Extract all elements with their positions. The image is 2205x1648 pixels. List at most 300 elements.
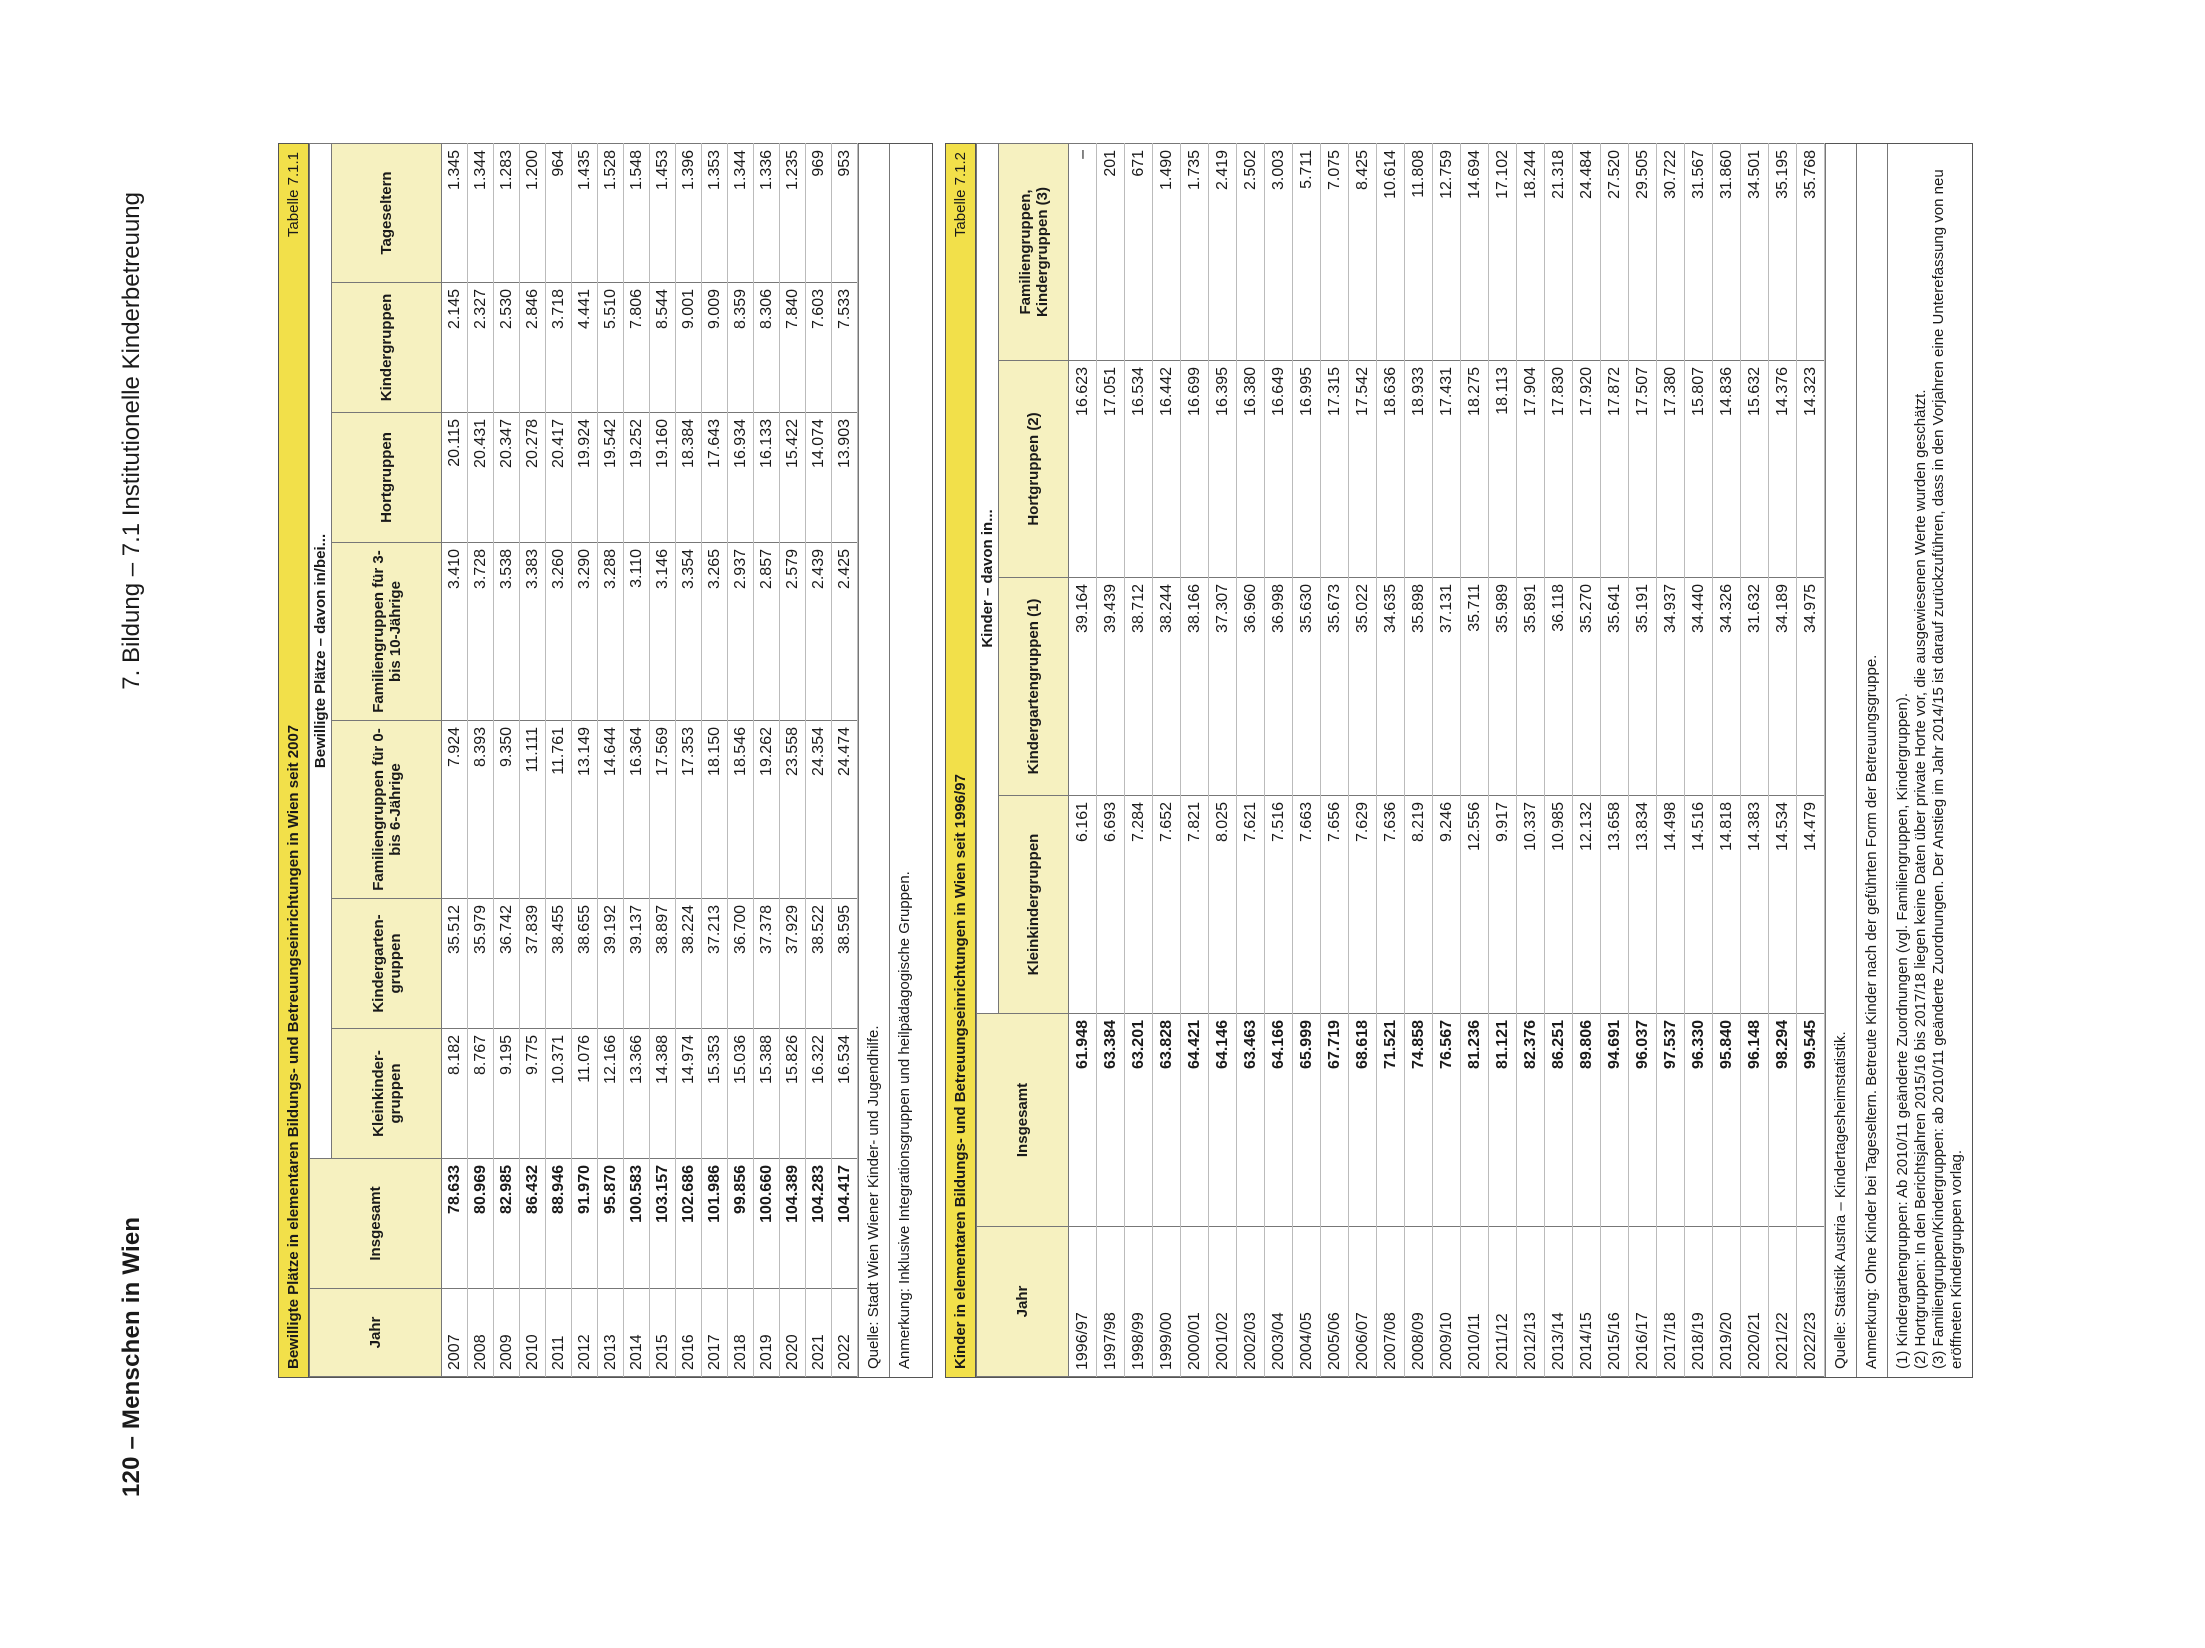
table-cell: 2.327 bbox=[468, 283, 494, 413]
table-cell: 13.658 bbox=[1601, 796, 1629, 1014]
table-row bbox=[806, 143, 832, 1376]
row-year-cell: 2003/04 bbox=[1265, 1227, 1293, 1377]
table-cell: 39.137 bbox=[624, 899, 650, 1029]
table-cell: 2.937 bbox=[728, 543, 754, 721]
table-cell: 7.840 bbox=[780, 283, 806, 413]
table-cell: 14.644 bbox=[598, 721, 624, 899]
table-note: Anmerkung: Ohne Kinder bei Tageseltern. Betreute Kinder nach der geführten Form der Betreuungsgruppe. bbox=[1856, 144, 1887, 1377]
table-cell: 14.388 bbox=[650, 1029, 676, 1159]
table-cell: 201 bbox=[1097, 143, 1125, 360]
row-year-cell: 2011/12 bbox=[1489, 1227, 1517, 1377]
row-year-cell: 2016/17 bbox=[1629, 1227, 1657, 1377]
column-header: Tageseltern bbox=[332, 143, 442, 282]
table-cell: 7.516 bbox=[1265, 796, 1293, 1014]
table-cell: 953 bbox=[832, 143, 858, 282]
table-cell: 17.904 bbox=[1517, 361, 1545, 578]
table-row bbox=[1265, 143, 1293, 1376]
table-cell: 2.419 bbox=[1209, 143, 1237, 360]
table-cell: 37.378 bbox=[754, 899, 780, 1029]
table-cell: 35.191 bbox=[1629, 578, 1657, 796]
row-year-cell: 2022 bbox=[832, 1289, 858, 1377]
table-cell: 68.618 bbox=[1349, 1014, 1377, 1227]
table-cell: 24.474 bbox=[832, 721, 858, 899]
table-cell: 15.036 bbox=[728, 1029, 754, 1159]
table-cell: 3.410 bbox=[442, 543, 468, 721]
table-cell: 35.768 bbox=[1797, 143, 1825, 360]
table-cell: 65.999 bbox=[1293, 1014, 1321, 1227]
table-row bbox=[1629, 143, 1657, 1376]
table-cell: 64.146 bbox=[1209, 1014, 1237, 1227]
row-year-cell: 2019/20 bbox=[1713, 1227, 1741, 1377]
table-cell: 6.161 bbox=[1069, 796, 1097, 1014]
table-cell: 86.251 bbox=[1545, 1014, 1573, 1227]
table-cell: 63.828 bbox=[1153, 1014, 1181, 1227]
table-cell: 14.498 bbox=[1657, 796, 1685, 1014]
table-cell: 17.643 bbox=[702, 413, 728, 543]
table-row bbox=[1209, 143, 1237, 1376]
table-cell: 63.201 bbox=[1125, 1014, 1153, 1227]
table-cell: 34.937 bbox=[1657, 578, 1685, 796]
table-cell: 63.384 bbox=[1097, 1014, 1125, 1227]
column-header-insgesamt: Insgesamt bbox=[310, 1159, 442, 1289]
table-cell: 34.501 bbox=[1741, 143, 1769, 360]
table-row bbox=[572, 143, 598, 1376]
column-header: Kindergruppen bbox=[332, 283, 442, 413]
table-cell: 2.579 bbox=[780, 543, 806, 721]
table-cell: 17.315 bbox=[1321, 361, 1349, 578]
table-cell: 37.929 bbox=[780, 899, 806, 1029]
table-row bbox=[676, 143, 702, 1376]
table-row bbox=[1517, 143, 1545, 1376]
table-cell: 17.380 bbox=[1657, 361, 1685, 578]
column-group-header: Bewilligte Plätze – davon in/bei... bbox=[310, 143, 332, 1158]
row-year-cell: 2009/10 bbox=[1433, 1227, 1461, 1377]
table-cell: 13.366 bbox=[624, 1029, 650, 1159]
table-cell: 19.262 bbox=[754, 721, 780, 899]
table-cell: 34.189 bbox=[1769, 578, 1797, 796]
footnote: (1) Kindergartengruppen: Ab 2010/11 geänderte Zuordnungen (vgl. Familiengruppen, Kindergruppen). bbox=[1894, 692, 1911, 1369]
table-cell: 8.393 bbox=[468, 721, 494, 899]
table-cell: 14.516 bbox=[1685, 796, 1713, 1014]
table-cell: 16.934 bbox=[728, 413, 754, 543]
table-cell: 12.759 bbox=[1433, 143, 1461, 360]
table-cell: 15.632 bbox=[1741, 361, 1769, 578]
table-source: Quelle: Stadt Wien Wiener Kinder- und Jugendhilfe. bbox=[858, 144, 889, 1377]
column-header: Kindergartengruppen (1) bbox=[999, 578, 1069, 796]
table-cell: 38.522 bbox=[806, 899, 832, 1029]
table-cell: 14.818 bbox=[1713, 796, 1741, 1014]
table-row bbox=[624, 143, 650, 1376]
table-cell: 1.490 bbox=[1153, 143, 1181, 360]
table-cell: 14.694 bbox=[1461, 143, 1489, 360]
table-cell: 4.441 bbox=[572, 283, 598, 413]
column-header-jahr: Jahr bbox=[310, 1289, 442, 1377]
table-cell: 18.933 bbox=[1405, 361, 1433, 578]
table-cell: 3.538 bbox=[494, 543, 520, 721]
table-cell: 9.775 bbox=[520, 1029, 546, 1159]
table-cell: 18.113 bbox=[1489, 361, 1517, 578]
table-cell: 78.633 bbox=[442, 1159, 468, 1289]
table-cell: 12.132 bbox=[1573, 796, 1601, 1014]
table-cell: 35.989 bbox=[1489, 578, 1517, 796]
table-cell: 19.252 bbox=[624, 413, 650, 543]
row-year-cell: 2017 bbox=[702, 1289, 728, 1377]
table-cell: 36.998 bbox=[1265, 578, 1293, 796]
table-cell: 1.200 bbox=[520, 143, 546, 282]
table-cell: 7.284 bbox=[1125, 796, 1153, 1014]
table-cell: 20.278 bbox=[520, 413, 546, 543]
table-cell: 15.388 bbox=[754, 1029, 780, 1159]
row-year-cell: 2005/06 bbox=[1321, 1227, 1349, 1377]
row-year-cell: 1997/98 bbox=[1097, 1227, 1125, 1377]
table-cell: 16.322 bbox=[806, 1029, 832, 1159]
table-title-bar bbox=[279, 144, 309, 1377]
table-cell: 19.542 bbox=[598, 413, 624, 543]
table-cell: 101.986 bbox=[702, 1159, 728, 1289]
table-cell: 38.655 bbox=[572, 899, 598, 1029]
row-year-cell: 2010 bbox=[520, 1289, 546, 1377]
table-cell: 3.718 bbox=[546, 283, 572, 413]
table-cell: 96.148 bbox=[1741, 1014, 1769, 1227]
table-cell: 20.115 bbox=[442, 413, 468, 543]
table-cell: 64.421 bbox=[1181, 1014, 1209, 1227]
table-cell: 97.537 bbox=[1657, 1014, 1685, 1227]
table-cell: 64.166 bbox=[1265, 1014, 1293, 1227]
table-cell: 7.621 bbox=[1237, 796, 1265, 1014]
table-cell: 1.548 bbox=[624, 143, 650, 282]
column-header-insgesamt: Insgesamt bbox=[977, 1014, 1069, 1227]
table-cell: 27.520 bbox=[1601, 143, 1629, 360]
table-cell: 81.121 bbox=[1489, 1014, 1517, 1227]
table-cell: 98.294 bbox=[1769, 1014, 1797, 1227]
table-cell: 67.719 bbox=[1321, 1014, 1349, 1227]
table-row bbox=[780, 143, 806, 1376]
row-year-cell: 2006/07 bbox=[1349, 1227, 1377, 1377]
table-cell: 36.960 bbox=[1237, 578, 1265, 796]
table-cell: 17.051 bbox=[1097, 361, 1125, 578]
table-cell: 20.417 bbox=[546, 413, 572, 543]
table-cell: 10.371 bbox=[546, 1029, 572, 1159]
data-table bbox=[309, 143, 858, 1377]
table-cell: 7.821 bbox=[1181, 796, 1209, 1014]
table-cell: 16.699 bbox=[1181, 361, 1209, 578]
column-header: Familiengruppen, Kindergruppen (3) bbox=[999, 143, 1069, 360]
table-cell: 16.380 bbox=[1237, 361, 1265, 578]
table-title-bar bbox=[946, 144, 976, 1377]
table-row bbox=[1657, 143, 1685, 1376]
table-cell: 81.236 bbox=[1461, 1014, 1489, 1227]
table-cell: 964 bbox=[546, 143, 572, 282]
table-cell: 7.533 bbox=[832, 283, 858, 413]
table-cell: 14.323 bbox=[1797, 361, 1825, 578]
row-year-cell: 2021 bbox=[806, 1289, 832, 1377]
table-row bbox=[1237, 143, 1265, 1376]
column-header: Hortgruppen bbox=[332, 413, 442, 543]
table-cell: 7.636 bbox=[1377, 796, 1405, 1014]
table-row bbox=[494, 143, 520, 1376]
table-cell: 38.897 bbox=[650, 899, 676, 1029]
table-cell: 17.507 bbox=[1629, 361, 1657, 578]
row-year-cell: 2011 bbox=[546, 1289, 572, 1377]
column-header: Kindergarten-gruppen bbox=[332, 899, 442, 1029]
table-row bbox=[468, 143, 494, 1376]
table-cell: 38.712 bbox=[1125, 578, 1153, 796]
table-cell: 14.974 bbox=[676, 1029, 702, 1159]
table-cell: 3.265 bbox=[702, 543, 728, 721]
table-cell: 80.969 bbox=[468, 1159, 494, 1289]
table-cell: 9.246 bbox=[1433, 796, 1461, 1014]
table-cell: 104.389 bbox=[780, 1159, 806, 1289]
table-row bbox=[1181, 143, 1209, 1376]
table-cell: 38.455 bbox=[546, 899, 572, 1029]
table-cell: 14.074 bbox=[806, 413, 832, 543]
table-cell: 36.742 bbox=[494, 899, 520, 1029]
table-cell: 14.479 bbox=[1797, 796, 1825, 1014]
table-cell: 35.022 bbox=[1349, 578, 1377, 796]
table-title: Bewilligte Plätze in elementaren Bildungs- und Betreuungseinrichtungen in Wien seit 2007 bbox=[285, 724, 302, 1369]
column-header: Kleinkindergruppen bbox=[999, 796, 1069, 1014]
table-cell: 1.345 bbox=[442, 143, 468, 282]
table-cell: 2.530 bbox=[494, 283, 520, 413]
table-cell: 1.735 bbox=[1181, 143, 1209, 360]
table-cell: 35.641 bbox=[1601, 578, 1629, 796]
table-cell: 5.510 bbox=[598, 283, 624, 413]
table-cell: 21.318 bbox=[1545, 143, 1573, 360]
column-header: Hortgruppen (2) bbox=[999, 361, 1069, 578]
table-cell: 8.182 bbox=[442, 1029, 468, 1159]
table-cell: 35.630 bbox=[1293, 578, 1321, 796]
row-year-cell: 2014/15 bbox=[1573, 1227, 1601, 1377]
row-year-cell: 2015/16 bbox=[1601, 1227, 1629, 1377]
table-cell: 96.037 bbox=[1629, 1014, 1657, 1227]
table-cell: 1.235 bbox=[780, 143, 806, 282]
table-cell: 15.353 bbox=[702, 1029, 728, 1159]
row-year-cell: 2014 bbox=[624, 1289, 650, 1377]
table-row bbox=[1125, 143, 1153, 1376]
table-cell: 10.337 bbox=[1517, 796, 1545, 1014]
table-cell: 100.583 bbox=[624, 1159, 650, 1289]
table-cell: 99.856 bbox=[728, 1159, 754, 1289]
table-cell: 14.383 bbox=[1741, 796, 1769, 1014]
table-cell: 1.336 bbox=[754, 143, 780, 282]
table-cell: 11.076 bbox=[572, 1029, 598, 1159]
table-cell: 16.364 bbox=[624, 721, 650, 899]
table-cell: 15.422 bbox=[780, 413, 806, 543]
table-cell: 102.686 bbox=[676, 1159, 702, 1289]
table-cell: 16.623 bbox=[1069, 361, 1097, 578]
table-body bbox=[1069, 143, 1825, 1376]
table-cell: 13.149 bbox=[572, 721, 598, 899]
table-cell: 95.840 bbox=[1713, 1014, 1741, 1227]
table-cell: 20.347 bbox=[494, 413, 520, 543]
table-footnotes bbox=[1887, 144, 1972, 1377]
table-row bbox=[1797, 143, 1825, 1376]
table-cell: 7.075 bbox=[1321, 143, 1349, 360]
table-row bbox=[1377, 143, 1405, 1376]
row-year-cell: 2009 bbox=[494, 1289, 520, 1377]
table-row bbox=[442, 143, 468, 1376]
table-cell: 35.270 bbox=[1573, 578, 1601, 796]
row-year-cell: 2001/02 bbox=[1209, 1227, 1237, 1377]
table-number: Tabelle 7.1.1 bbox=[285, 152, 302, 238]
table-cell: 1.283 bbox=[494, 143, 520, 282]
row-year-cell: 2017/18 bbox=[1657, 1227, 1685, 1377]
table-cell: 16.649 bbox=[1265, 361, 1293, 578]
row-year-cell: 2007/08 bbox=[1377, 1227, 1405, 1377]
table-cell: 15.826 bbox=[780, 1029, 806, 1159]
table-cell: 969 bbox=[806, 143, 832, 282]
row-year-cell: 2012 bbox=[572, 1289, 598, 1377]
table-cell: 3.110 bbox=[624, 543, 650, 721]
table-cell: 38.166 bbox=[1181, 578, 1209, 796]
table-row bbox=[832, 143, 858, 1376]
column-header-jahr: Jahr bbox=[977, 1227, 1069, 1377]
table-cell: 34.326 bbox=[1713, 578, 1741, 796]
table-cell: 3.728 bbox=[468, 543, 494, 721]
row-year-cell: 2020 bbox=[780, 1289, 806, 1377]
table-cell: 3.290 bbox=[572, 543, 598, 721]
table-body bbox=[442, 143, 858, 1376]
table-cell: 39.164 bbox=[1069, 578, 1097, 796]
table-cell: 16.534 bbox=[1125, 361, 1153, 578]
table-cell: 38.224 bbox=[676, 899, 702, 1029]
table-cell: 3.003 bbox=[1265, 143, 1293, 360]
table-cell: 23.558 bbox=[780, 721, 806, 899]
table-cell: 91.970 bbox=[572, 1159, 598, 1289]
table-cell: 1.435 bbox=[572, 143, 598, 282]
table-cell: 31.860 bbox=[1713, 143, 1741, 360]
table-cell: 17.830 bbox=[1545, 361, 1573, 578]
table-cell: 8.219 bbox=[1405, 796, 1433, 1014]
table-cell: 88.946 bbox=[546, 1159, 572, 1289]
data-table bbox=[976, 143, 1825, 1377]
table-cell: 12.556 bbox=[1461, 796, 1489, 1014]
row-year-cell: 2008 bbox=[468, 1289, 494, 1377]
table-cell: 17.102 bbox=[1489, 143, 1517, 360]
table-cell: 17.872 bbox=[1601, 361, 1629, 578]
column-header: Familiengruppen für 0- bis 6-Jährige bbox=[332, 721, 442, 899]
table-cell: 10.614 bbox=[1377, 143, 1405, 360]
table-cell: 17.431 bbox=[1433, 361, 1461, 578]
table-cell: 61.948 bbox=[1069, 1014, 1097, 1227]
row-year-cell: 2013/14 bbox=[1545, 1227, 1573, 1377]
table-row bbox=[1741, 143, 1769, 1376]
table-cell: 37.131 bbox=[1433, 578, 1461, 796]
table-cell: 104.417 bbox=[832, 1159, 858, 1289]
table-cell: 35.195 bbox=[1769, 143, 1797, 360]
table-cell: 7.806 bbox=[624, 283, 650, 413]
page-header-left: 120 – Menschen in Wien bbox=[118, 1216, 145, 1497]
table-cell: 38.595 bbox=[832, 899, 858, 1029]
table-row bbox=[1461, 143, 1489, 1376]
table-cell: 9.001 bbox=[676, 283, 702, 413]
table-cell: 24.354 bbox=[806, 721, 832, 899]
table-cell: 13.903 bbox=[832, 413, 858, 543]
row-year-cell: 2012/13 bbox=[1517, 1227, 1545, 1377]
table-cell: 86.432 bbox=[520, 1159, 546, 1289]
table-cell: 18.384 bbox=[676, 413, 702, 543]
table-row bbox=[1433, 143, 1461, 1376]
table-cell: 3.260 bbox=[546, 543, 572, 721]
table-cell: 99.545 bbox=[1797, 1014, 1825, 1227]
row-year-cell: 2015 bbox=[650, 1289, 676, 1377]
table-cell: 1.344 bbox=[728, 143, 754, 282]
table-row bbox=[546, 143, 572, 1376]
table-row bbox=[754, 143, 780, 1376]
row-year-cell: 2007 bbox=[442, 1289, 468, 1377]
table-row bbox=[1069, 143, 1097, 1376]
table-cell: 82.376 bbox=[1517, 1014, 1545, 1227]
row-year-cell: 1998/99 bbox=[1125, 1227, 1153, 1377]
table-cell: 20.431 bbox=[468, 413, 494, 543]
table-cell: 37.307 bbox=[1209, 578, 1237, 796]
row-year-cell: 2016 bbox=[676, 1289, 702, 1377]
table-cell: 11.111 bbox=[520, 721, 546, 899]
table-7-1-2 bbox=[945, 143, 1973, 1378]
table-row bbox=[598, 143, 624, 1376]
table-row bbox=[1293, 143, 1321, 1376]
row-year-cell: 2020/21 bbox=[1741, 1227, 1769, 1377]
table-cell: 16.133 bbox=[754, 413, 780, 543]
table-cell: 1.344 bbox=[468, 143, 494, 282]
table-cell: 12.166 bbox=[598, 1029, 624, 1159]
table-cell: 89.806 bbox=[1573, 1014, 1601, 1227]
table-cell: 17.542 bbox=[1349, 361, 1377, 578]
table-row bbox=[1489, 143, 1517, 1376]
table-cell: 35.891 bbox=[1517, 578, 1545, 796]
row-year-cell: 2013 bbox=[598, 1289, 624, 1377]
table-cell: 34.440 bbox=[1685, 578, 1713, 796]
table-row bbox=[1685, 143, 1713, 1376]
table-title: Kinder in elementaren Bildungs- und Betreuungseinrichtungen in Wien seit 1996/97 bbox=[952, 774, 969, 1369]
table-cell: 31.632 bbox=[1741, 578, 1769, 796]
table-7-1-1 bbox=[278, 143, 933, 1378]
table-cell: 103.157 bbox=[650, 1159, 676, 1289]
table-cell: 100.660 bbox=[754, 1159, 780, 1289]
table-row bbox=[1573, 143, 1601, 1376]
table-cell: 16.534 bbox=[832, 1029, 858, 1159]
table-cell: 71.521 bbox=[1377, 1014, 1405, 1227]
table-row bbox=[1153, 143, 1181, 1376]
table-cell: 17.920 bbox=[1573, 361, 1601, 578]
table-cell: 15.807 bbox=[1685, 361, 1713, 578]
row-year-cell: 2018/19 bbox=[1685, 1227, 1713, 1377]
table-cell: 36.118 bbox=[1545, 578, 1573, 796]
table-cell: 7.603 bbox=[806, 283, 832, 413]
column-header: Familiengruppen für 3- bis 10-Jährige bbox=[332, 543, 442, 721]
table-cell: 82.985 bbox=[494, 1159, 520, 1289]
table-number: Tabelle 7.1.2 bbox=[952, 152, 969, 238]
table-cell: 2.145 bbox=[442, 283, 468, 413]
table-cell: 9.195 bbox=[494, 1029, 520, 1159]
footnote: (3) Familiengruppen/Kindergruppen: ab 2010/11 geänderte Zuordnungen. Der Anstieg im Jahr 2014/15 ist darauf zurückzuführen, dass in den Vorjahren eine Unterefassung von neu eröffneten Kindergruppen vorlag. bbox=[1930, 169, 1965, 1369]
table-cell: 96.330 bbox=[1685, 1014, 1713, 1227]
table-cell: 11.808 bbox=[1405, 143, 1433, 360]
row-year-cell: 2019 bbox=[754, 1289, 780, 1377]
row-year-cell: 2002/03 bbox=[1237, 1227, 1265, 1377]
table-cell: 7.652 bbox=[1153, 796, 1181, 1014]
table-cell: 36.700 bbox=[728, 899, 754, 1029]
table-cell: 35.979 bbox=[468, 899, 494, 1029]
table-row bbox=[1097, 143, 1125, 1376]
table-note: Anmerkung: Inklusive Integrationsgruppen und heilpädagogische Gruppen. bbox=[889, 144, 932, 1377]
table-row bbox=[1349, 143, 1377, 1376]
table-cell: 31.567 bbox=[1685, 143, 1713, 360]
row-year-cell: 2010/11 bbox=[1461, 1227, 1489, 1377]
table-cell: 34.975 bbox=[1797, 578, 1825, 796]
table-row bbox=[1601, 143, 1629, 1376]
table-cell: 1.528 bbox=[598, 143, 624, 282]
